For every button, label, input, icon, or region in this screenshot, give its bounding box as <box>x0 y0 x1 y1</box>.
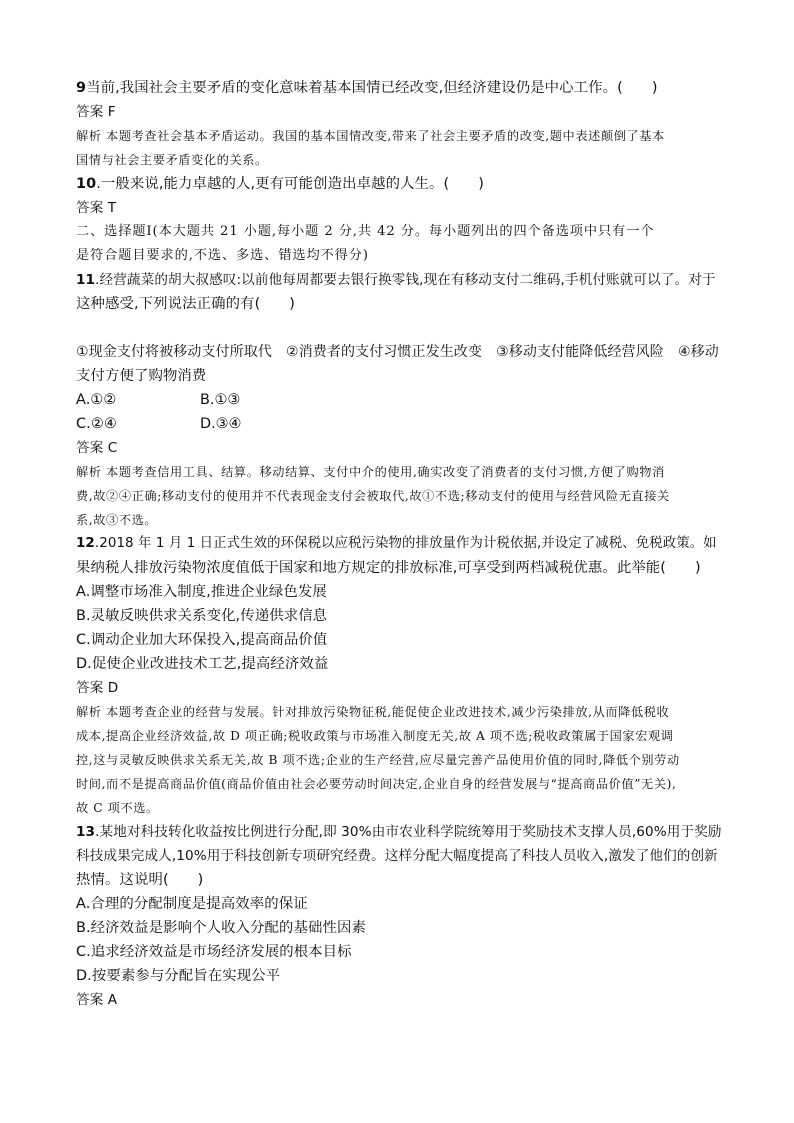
question-13-line: 科技成果完成人,10%用于科技创新专项研究经费。这样分配大幅度提高了科技人员收入,激发了他们的创新 <box>76 848 718 864</box>
explanation-11-line: 费,故②④正确;移动支付的使用并不代表现金支付会被取代,故①不选;移动支付的使用与经营风险无直接关 <box>76 489 670 503</box>
answer-11: 答案 C <box>76 440 118 456</box>
option-a: A.调整市场准入制度,推进企业绿色发展 <box>76 584 327 600</box>
answer-12: 答案 D <box>76 680 119 696</box>
explanation-12-line: 解析 本题考查企业的经营与发展。针对排放污染物征税,能促使企业改进技术,减少污染排放,从而降低税收 <box>76 705 670 719</box>
option-a: A.①② <box>76 392 117 408</box>
explanation-12-line: 时间,而不是提高商品价值(商品价值由社会必要劳动时间决定,企业自身的经营发展与“提高商品价值”无关), <box>76 777 677 791</box>
option-d: D.③④ <box>200 416 242 432</box>
question-number: 11 <box>76 272 96 288</box>
question-number: 9 <box>76 80 87 96</box>
question-text: .某地对科技转化收益按比例进行分配,即 30%由市农业科学院统筹用于奖励技术支撑人员,60%用于奖励 <box>95 824 722 840</box>
option-d: D.促使企业改进技术工艺,提高经济效益 <box>76 656 329 672</box>
question-number: 12 <box>76 536 95 551</box>
statements-line: ①现金支付将被移动支付所取代 ②消费者的支付习惯正发生改变 ③移动支付能降低经营风险 ④移动 <box>76 344 719 360</box>
option-c: C.追求经济效益是市场经济发展的根本目标 <box>76 944 352 960</box>
explanation-11-line: 系,故③不选。 <box>76 513 158 527</box>
question-text: .经营蔬菜的胡大叔感叹:以前他每周都要去银行换零钱,现在有移动支付二维码,手机付账就可以了。对于 <box>95 272 716 288</box>
option-a: A.合理的分配制度是提高效率的保证 <box>76 896 308 912</box>
statements-line: 支付方便了购物消费 <box>76 368 207 384</box>
question-number: 13 <box>76 824 96 840</box>
question-11 <box>76 270 716 290</box>
explanation-11-line: 解析 本题考查信用工具、结算。移动结算、支付中介的使用,确实改变了消费者的支付习惯,方便了购物消 <box>76 465 665 479</box>
section-heading-line: 是符合题目要求的,不选、多选、错选均不得分) <box>76 248 369 263</box>
option-b: B.灵敏反映供求关系变化,传递供求信息 <box>76 608 328 624</box>
section-heading-line: 二、选择题Ⅰ(本大题共 21 小题,每小题 2 分,共 42 分。每小题列出的四个备选项中只有一个 <box>76 224 655 239</box>
explanation-9-line: 解析 本题考查社会基本矛盾运动。我国的基本国情改变,带来了社会主要矛盾的改变,题中表述颠倒了基本 <box>76 129 665 143</box>
option-b: B.经济效益是影响个人收入分配的基础性因素 <box>76 920 366 936</box>
explanation-12-line: 成本,提高企业经济效益,故 D 项正确;税收政策与市场准入制度无关,故 A 项不选;税收政策属于国家宏观调 <box>76 729 674 743</box>
explanation-12-line: 故 C 项不选。 <box>76 801 159 815</box>
question-text: .2018 年 1 月 1 日正式生效的环保税以应税污染物的排放量作为计税依据,并设定了减税、免税政策。如 <box>94 536 717 551</box>
explanation-12-line: 控,这与灵敏反映供求关系无关,故 B 项不选;企业的生产经营,应尽量完善产品使用价值的同时,降低个别劳动 <box>76 753 680 767</box>
option-b: B.①③ <box>200 392 241 408</box>
question-10 <box>76 174 484 194</box>
question-text: .一般来说,能力卓越的人,更有可能创造出卓越的人生。( ) <box>96 176 484 192</box>
answer-13: 答案 A <box>76 992 118 1008</box>
question-9 <box>76 78 658 98</box>
question-13 <box>76 822 722 842</box>
question-number: 10 <box>76 176 97 192</box>
question-11-line: 这种感受,下列说法正确的有( ) <box>76 296 295 312</box>
answer-10: 答案 T <box>76 200 117 216</box>
option-d: D.按要素参与分配旨在实现公平 <box>76 968 281 984</box>
question-12-line: 果纳税人排放污染物浓度值低于国家和地方规定的排放标准,可享受到两档减税优惠。此举能( ) <box>76 560 701 576</box>
option-c: C.②④ <box>76 416 117 432</box>
explanation-9-line: 国情与社会主要矛盾变化的关系。 <box>76 153 268 167</box>
answer-9: 答案 F <box>76 104 116 120</box>
question-13-line: 热情。这说明( ) <box>76 872 204 888</box>
question-12 <box>76 534 717 554</box>
question-text: 当前,我国社会主要矛盾的变化意味着基本国情已经改变,但经济建设仍是中心工作。( ) <box>86 80 658 96</box>
option-c: C.调动企业加大环保投入,提高商品价值 <box>76 632 328 648</box>
